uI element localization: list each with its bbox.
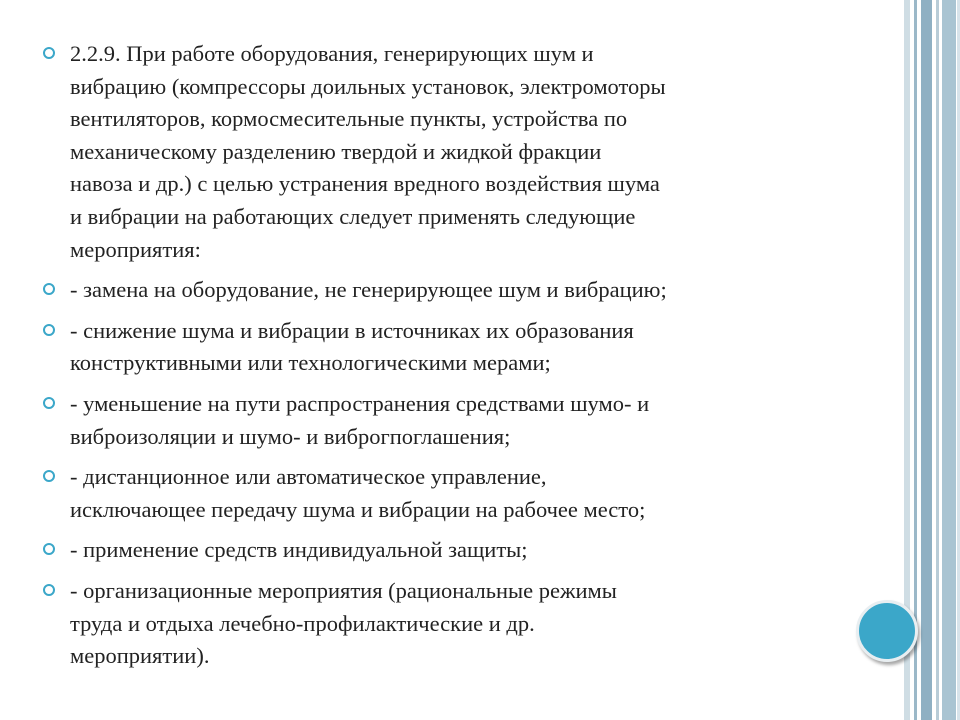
bullet-text-line: механическому разделению твердой и жидкой фракции (70, 138, 602, 164)
bullet-item (40, 38, 870, 266)
ring-bullet-icon (43, 324, 55, 336)
decorative-stripe (942, 0, 956, 720)
bullet-item (40, 315, 870, 380)
bullet-text-line: труда и отдыха лечебно-профилактические и др. (70, 610, 535, 636)
bullet-text-line: - организационные мероприятия (рациональные режимы (70, 577, 617, 603)
decorative-stripe (921, 0, 932, 720)
bullet-text-line: вентиляторов, кормосмесительные пункты, устройства по (70, 106, 628, 132)
bullet-text-line: вибрацию (компрессоры доильных установок, электромоторы (70, 73, 666, 99)
bullet-item (40, 575, 870, 673)
bullet-text-line: виброизоляции и шумо- и виброгпоглашения; (70, 423, 511, 449)
bullet-text-line: мероприятия: (70, 236, 201, 262)
bullet-item (40, 534, 870, 567)
bullet-text-line: конструктивными или технологическими мерами; (70, 350, 551, 376)
bullet-item (40, 388, 870, 453)
bullet-text-line: - дистанционное или автоматическое управление, (70, 464, 547, 490)
ring-bullet-icon (43, 283, 55, 295)
bullet-item (40, 274, 870, 307)
bullet-list (40, 38, 870, 681)
ring-bullet-icon (43, 470, 55, 482)
bullet-text-line: исключающее передачу шума и вибрации на рабочее место; (70, 496, 646, 522)
bullet-text-line: - замена на оборудование, не генерирующее шум и вибрацию; (70, 277, 667, 303)
decorative-stripe (914, 0, 917, 720)
bullet-text-line: и вибрации на работающих следует применять следующие (70, 203, 636, 229)
decorative-stripe (936, 0, 939, 720)
bullet-text-line: - уменьшение на пути распространения средствами шумо- и (70, 390, 650, 416)
bullet-item (40, 461, 870, 526)
ring-bullet-icon (43, 397, 55, 409)
ring-bullet-icon (43, 543, 55, 555)
bullet-text-line: 2.2.9. При работе оборудования, генерирующих шум и (70, 41, 594, 66)
bullet-text-line: - снижение шума и вибрации в источниках их образования (70, 317, 634, 343)
ring-bullet-icon (43, 47, 55, 59)
bullet-text-line: - применение средств индивидуальной защиты; (70, 537, 528, 563)
bullet-text-line: мероприятии). (70, 643, 210, 669)
bullet-text-line: навоза и др.) с целью устранения вредного воздействия шума (70, 171, 660, 197)
ring-bullet-icon (43, 584, 55, 596)
